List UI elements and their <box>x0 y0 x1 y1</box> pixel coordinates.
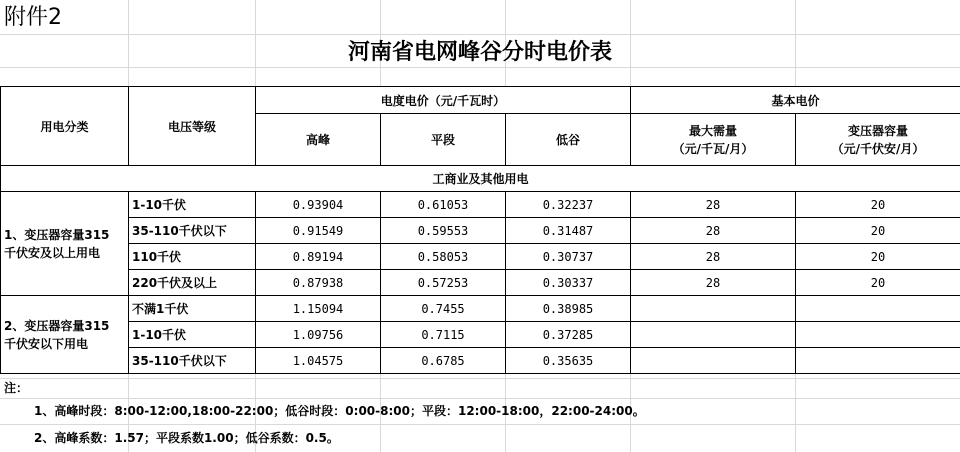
note-coefficients: 2、高峰系数：1.57；平段系数1.00；低谷系数：0.5。 <box>34 431 339 445</box>
group-2-name <box>1 296 129 374</box>
row-voltage: 不满1千伏 <box>129 296 256 322</box>
group-2-name-line2: 千伏安以下用电 <box>4 336 89 351</box>
row-transformer <box>796 322 960 348</box>
row-transformer: 20 <box>796 270 960 296</box>
row-max-demand <box>631 348 796 374</box>
row-peak: 1.15094 <box>256 296 381 322</box>
header-transformer <box>796 114 960 166</box>
note-time-periods: 1、高峰时段：8:00-12:00,18:00-22:00；低谷时段：0:00-8:00；平段：12:00-18:00，22:00-24:00。 <box>34 404 645 418</box>
price-table <box>0 86 960 374</box>
header-valley: 低谷 <box>506 114 631 166</box>
row-voltage: 110千伏 <box>129 244 256 270</box>
row-voltage: 1-10千伏 <box>129 192 256 218</box>
row-voltage: 35-110千伏以下 <box>129 218 256 244</box>
row-flat: 0.6785 <box>381 348 506 374</box>
row-valley: 0.30337 <box>506 270 631 296</box>
group-2-name-line1: 2、变压器容量315 <box>4 318 110 333</box>
row-max-demand: 28 <box>631 192 796 218</box>
row-max-demand: 28 <box>631 218 796 244</box>
row-transformer: 20 <box>796 192 960 218</box>
group-1-name-line2: 千伏安及以上用电 <box>4 245 101 260</box>
row-flat: 0.57253 <box>381 270 506 296</box>
row-flat: 0.7455 <box>381 296 506 322</box>
group-1-name-line1: 1、变压器容量315 <box>4 227 110 242</box>
header-transformer-title: 变压器容量 <box>848 123 909 138</box>
row-flat: 0.58053 <box>381 244 506 270</box>
row-voltage: 35-110千伏以下 <box>129 348 256 374</box>
page-title: 河南省电网峰谷分时电价表 <box>347 39 612 65</box>
row-transformer: 20 <box>796 218 960 244</box>
row-flat: 0.61053 <box>381 192 506 218</box>
row-valley: 0.35635 <box>506 348 631 374</box>
row-flat: 0.59553 <box>381 218 506 244</box>
header-max-demand-unit: （元/千瓦/月） <box>672 141 754 156</box>
row-valley: 0.30737 <box>506 244 631 270</box>
row-valley: 0.37285 <box>506 322 631 348</box>
row-transformer: 20 <box>796 244 960 270</box>
header-max-demand <box>631 114 796 166</box>
row-transformer <box>796 296 960 322</box>
section-title: 工商业及其他用电 <box>1 166 960 192</box>
row-max-demand <box>631 322 796 348</box>
header-max-demand-title: 最大需量 <box>688 123 737 138</box>
row-valley: 0.31487 <box>506 218 631 244</box>
header-flat: 平段 <box>381 114 506 166</box>
row-peak: 0.87938 <box>256 270 381 296</box>
header-basic-price: 基本电价 <box>631 87 960 114</box>
row-max-demand: 28 <box>631 244 796 270</box>
row-valley: 0.32237 <box>506 192 631 218</box>
row-peak: 0.89194 <box>256 244 381 270</box>
row-max-demand: 28 <box>631 270 796 296</box>
header-category: 用电分类 <box>1 87 129 166</box>
attachment-label: 附件2 <box>4 5 62 30</box>
row-max-demand <box>631 296 796 322</box>
header-energy-price: 电度电价（元/千瓦时） <box>256 87 631 114</box>
row-peak: 0.91549 <box>256 218 381 244</box>
row-peak: 1.09756 <box>256 322 381 348</box>
row-valley: 0.38985 <box>506 296 631 322</box>
row-transformer <box>796 348 960 374</box>
header-peak: 高峰 <box>256 114 381 166</box>
row-peak: 1.04575 <box>256 348 381 374</box>
header-voltage: 电压等级 <box>129 87 256 166</box>
row-peak: 0.93904 <box>256 192 381 218</box>
row-flat: 0.7115 <box>381 322 506 348</box>
row-voltage: 1-10千伏 <box>129 322 256 348</box>
notes-label: 注： <box>4 381 29 395</box>
row-voltage: 220千伏及以上 <box>129 270 256 296</box>
group-1-name <box>1 192 129 296</box>
header-transformer-unit: （元/千伏安/月） <box>831 141 925 156</box>
